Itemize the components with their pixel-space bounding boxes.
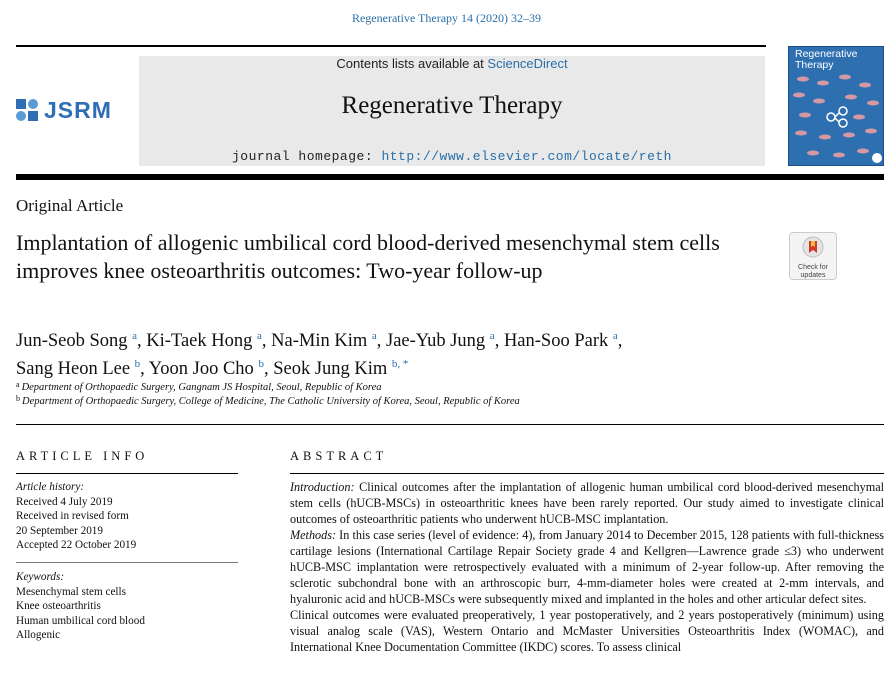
keyword: Human umbilical cord blood (16, 614, 145, 627)
author-separator: , (261, 331, 272, 351)
affiliation-mark: b (16, 394, 20, 403)
homepage-url-link[interactable]: http://www.elsevier.com/locate/reth (381, 149, 672, 164)
contents-prefix: Contents lists available at (336, 56, 488, 71)
author-separator: , (376, 331, 386, 351)
affiliation-text: Department of Orthopaedic Surgery, Gangnam JS Hospital, Seoul, Republic of Korea (21, 382, 382, 393)
author-affil-link[interactable]: a (612, 330, 618, 342)
info-divider (16, 562, 238, 563)
author-name[interactable]: Jun-Seob Song (16, 331, 128, 351)
author-separator: , (617, 331, 623, 351)
jsrm-logo-icon (16, 99, 40, 123)
keyword: Knee osteoarthritis (16, 600, 101, 612)
check-updates-line2: updates (800, 272, 826, 279)
cover-illustration (789, 71, 884, 166)
journal-title: Regenerative Therapy (341, 92, 563, 119)
article-type: Original Article (16, 196, 124, 215)
article-info-rule (16, 473, 238, 474)
article-info-heading: ARTICLE INFO (16, 449, 149, 463)
author-list (16, 325, 876, 381)
abstract-methods (290, 527, 884, 607)
author-separator: , (263, 359, 274, 379)
journal-citation[interactable]: Regenerative Therapy 14 (2020) 32–39 (351, 11, 542, 25)
article-title: Implantation of allogenic umbilical cord blood-derived mesenchymal stem cells improves knee osteoarthritis outcomes: Two-year follow-up (16, 230, 720, 283)
author-separator: , (140, 359, 149, 379)
article-history-label: Article history: (16, 481, 85, 493)
author-affil-link[interactable]: a (132, 330, 138, 342)
history-item: Received 4 July 2019 (16, 495, 113, 508)
header-rule-top (16, 45, 766, 47)
author-affil-link[interactable]: b (134, 358, 141, 370)
methods-text: In this case series (level of evidence: 4), from January 2014 to December 2015, 128 patients with full-thickness cartilage lesions (International Cartilage Repair Society grade 4 and Kellgren—Lawrence grade ≤3) who underwent hUCB-MSC implantation were retrospectively evaluated with a minimum of 2-year follow-up. After removing the sclerotic subchondral bone with an arthroscopic burr, 4-mm-diameter holes were created at 2-mm intervals, and hyaluronic acid and hUCB-MSCs were subsequently mixed and implanted in the holes and other articular defect sites. (290, 528, 884, 606)
crossmark-icon (802, 236, 824, 258)
sciencedirect-link[interactable]: ScienceDirect (487, 56, 568, 71)
abstract-heading: ABSTRACT (290, 449, 388, 463)
contents-line (139, 56, 765, 71)
author-name[interactable]: Ki-Taek Hong (146, 331, 253, 351)
intro-text: Clinical outcomes after the implantation of allogenic human umbilical cord blood-derived mesenchymal stem cells (hUCB-MSCs) in osteoarthritic knees have been rarely reported. Our study aimed to investigate clinical outcomes of osteoarthritic patients who underwent hUCB-MSC implantation. (290, 480, 884, 526)
author-name[interactable]: Yoon Joo Cho (148, 359, 254, 379)
affiliation (16, 394, 520, 407)
cover-title (795, 49, 857, 71)
author-separator: , (494, 331, 504, 351)
author-affil-link[interactable]: a (489, 330, 495, 342)
cover-title-line2: Therapy (795, 59, 834, 71)
abstract-introduction (290, 479, 884, 527)
history-item: 20 September 2019 (16, 524, 103, 537)
keyword: Mesenchymal stem cells (16, 585, 126, 598)
author-name[interactable]: Seok Jung Kim (273, 359, 388, 379)
journal-banner (139, 56, 765, 166)
author-name[interactable]: Han-Soo Park (503, 331, 609, 351)
check-updates-label (790, 264, 836, 280)
methods-label: Methods: (290, 528, 337, 542)
jsrm-logo-text: JSRM (44, 97, 112, 123)
keyword: Allogenic (16, 629, 61, 641)
affiliation (16, 380, 382, 393)
affiliation-mark: a (16, 380, 20, 389)
history-item: Received in revised form (16, 510, 129, 522)
author-separator: , (137, 331, 147, 351)
check-for-updates-button[interactable] (789, 232, 837, 280)
abstract-rule (290, 473, 884, 474)
author-name[interactable]: Jae-Yub Jung (386, 331, 486, 351)
author-affil-link[interactable]: a (371, 330, 377, 342)
journal-homepage (139, 149, 765, 164)
article-history (16, 480, 236, 553)
intro-label: Introduction: (290, 480, 355, 494)
check-updates-line1: Check for (798, 264, 828, 271)
author-affil-link[interactable]: b, * (391, 358, 409, 370)
homepage-prefix: journal homepage: (232, 149, 382, 164)
keywords-label: Keywords: (16, 571, 65, 583)
keywords (16, 570, 236, 643)
abstract-outcomes: Clinical outcomes were evaluated preoperatively, 1 year postoperatively, and 2 years postoperatively (minimum) using visual analog scale (VAS), Western Ontario and McMaster Universities Osteoarthritis Index (WOMAC), and International Knee Documentation Committee (IKDC) scores. To assess clinical (290, 608, 884, 654)
abstract-body (290, 479, 884, 655)
header-rule-bottom (16, 174, 884, 180)
journal-cover-image[interactable] (788, 46, 884, 166)
history-item: Accepted 22 October 2019 (16, 539, 137, 551)
author-name[interactable]: Sang Heon Lee (16, 359, 131, 379)
author-name[interactable]: Na-Min Kim (271, 331, 368, 351)
affiliation-text: Department of Orthopaedic Surgery, College of Medicine, The Catholic University of Korea, Seoul, Republic of Korea (22, 396, 520, 407)
cover-title-line1: Regenerative (795, 48, 858, 60)
author-affil-link[interactable]: b (258, 358, 264, 370)
author-affil-link[interactable]: a (257, 330, 262, 342)
section-divider (16, 424, 884, 425)
jsrm-logo[interactable] (16, 97, 112, 124)
